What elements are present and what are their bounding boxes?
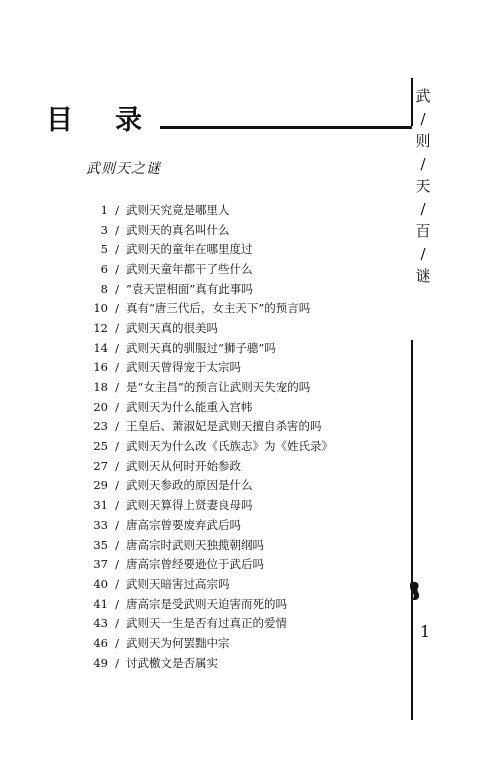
toc-page: 35 [93,537,108,552]
toc-sep: / [115,222,119,237]
toc-sep: / [115,616,119,631]
toc-sep: / [115,261,119,276]
toc-page: 8 [100,281,108,296]
toc-sep: / [115,655,119,670]
toc-page: 41 [93,596,108,611]
toc-title: 武则天究竟是哪里人 [126,202,230,217]
toc-entry[interactable] [84,613,404,633]
toc-sep: / [115,380,119,395]
toc-entry[interactable] [84,554,404,574]
toc-page: 5 [100,242,108,257]
toc-page: 25 [93,439,108,454]
toc-title: 是“女主昌”的预言让武则天失宠的吗 [126,380,311,395]
heading-rule [160,126,412,129]
decorative-ornament-icon [408,580,422,602]
toc-sep: / [115,360,119,375]
side-title-sep: / [420,110,426,128]
side-title-char: 天 [415,177,431,195]
side-title-sep: / [420,245,426,263]
toc-page: 43 [93,616,108,631]
toc-page: 33 [93,517,108,532]
toc-sep: / [115,635,119,650]
toc-entry[interactable] [84,239,404,259]
toc-page: 46 [93,635,108,650]
toc-page: 1 [100,202,108,217]
toc-page: 27 [93,458,108,473]
toc-entry[interactable] [84,358,404,378]
toc-entry[interactable] [84,476,404,496]
side-title-char: 武 [415,87,431,105]
toc-page: 12 [93,320,108,335]
toc-title: 武则天为什么改《氏族志》为《姓氏录》 [126,439,333,454]
toc-title: 武则天算得上贤妻良母吗 [126,498,253,513]
toc-title: 唐高宗曾要废弃武后吗 [126,517,241,532]
toc-sep: / [115,419,119,434]
toc-entry[interactable] [84,633,404,653]
toc-page: 20 [93,399,108,414]
toc-entry[interactable] [84,279,404,299]
toc-title: 武则天参政的原因是什么 [126,478,253,493]
toc-page: 37 [93,557,108,572]
side-title-sep: / [420,155,426,173]
toc-entry[interactable] [84,200,404,220]
toc-entry[interactable] [84,436,404,456]
toc-title: 武则天暗害过高宗吗 [126,576,230,591]
toc-entry[interactable] [84,318,404,338]
book-title-vertical [408,86,438,287]
toc-title: 王皇后、萧淑妃是武则天擅自杀害的吗 [126,419,322,434]
toc-sep: / [115,439,119,454]
toc-title: 武则天真的驯服过“狮子骢”吗 [126,340,276,355]
toc-title: 武则天真的很美吗 [126,320,218,335]
toc-sep: / [115,281,119,296]
toc-entry[interactable] [84,456,404,476]
toc-page: 49 [93,655,108,670]
toc-sep: / [115,301,119,316]
toc-sep: / [115,576,119,591]
toc-page: 31 [93,498,108,513]
toc-page: 18 [93,380,108,395]
toc-entry[interactable] [84,338,404,358]
toc-entry[interactable] [84,515,404,535]
heading-char-1: 目 [46,105,73,136]
toc-entry[interactable] [84,377,404,397]
side-title-char: 则 [415,132,431,150]
toc-sep: / [115,596,119,611]
toc-title: 武则天为何罢黜中宗 [126,635,230,650]
side-title-char: 谜 [415,267,431,285]
toc-title: 真有“唐三代后，女主天下”的预言吗 [126,301,311,316]
toc-entry[interactable] [84,417,404,437]
toc-title: 武则天的真名叫什么 [126,222,230,237]
toc-title: 唐高宗时武则天独揽朝纲吗 [126,537,264,552]
side-rule-bottom [411,340,413,720]
side-title-sep: / [420,200,426,218]
section-subheading: 武则天之谜 [86,161,161,177]
toc-title: 武则天的童年在哪里度过 [126,242,253,257]
toc-title: 唐高宗曾经要逊位于武后吗 [126,557,264,572]
toc-entry[interactable] [84,298,404,318]
toc-title: 武则天一生是否有过真正的爱情 [126,616,287,631]
toc-page: 16 [93,360,108,375]
side-title-char: 百 [415,222,431,240]
toc-title: 唐高宗是受武则天迫害而死的吗 [126,596,287,611]
page-number: 1 [420,622,431,641]
toc-sep: / [115,458,119,473]
toc-page: 6 [100,261,108,276]
toc-sep: / [115,478,119,493]
toc-entry[interactable] [84,653,404,673]
toc-page: 10 [93,301,108,316]
toc-page: 40 [93,576,108,591]
toc-title: 武则天从何时开始参政 [126,458,241,473]
toc-sep: / [115,537,119,552]
toc-sep: / [115,399,119,414]
toc-sep: / [115,517,119,532]
toc-title: “袁天罡相面”真有此事吗 [126,281,253,296]
toc-sep: / [115,340,119,355]
toc-sep: / [115,498,119,513]
toc-page: 23 [93,419,108,434]
toc-sep: / [115,557,119,572]
toc-page: 14 [93,340,108,355]
toc-entry[interactable] [84,397,404,417]
toc-page: 29 [93,478,108,493]
toc-title: 武则天童年都干了些什么 [126,261,253,276]
toc-title: 武则天曾得宠于太宗吗 [126,360,241,375]
toc-title: 武则天为什么能重入宫帏 [126,399,253,414]
toc-page: 3 [100,222,108,237]
toc-sep: / [115,242,119,257]
toc-entry[interactable] [84,574,404,594]
toc-entry[interactable] [84,220,404,240]
toc-entry[interactable] [84,594,404,614]
toc-title: 讨武檄文是否属实 [126,655,218,670]
toc-list [84,200,404,673]
toc-sep: / [115,202,119,217]
toc-heading [46,98,142,137]
toc-entry[interactable] [84,259,404,279]
toc-entry[interactable] [84,535,404,555]
toc-entry[interactable] [84,495,404,515]
heading-char-2: 录 [115,105,142,136]
toc-sep: / [115,320,119,335]
